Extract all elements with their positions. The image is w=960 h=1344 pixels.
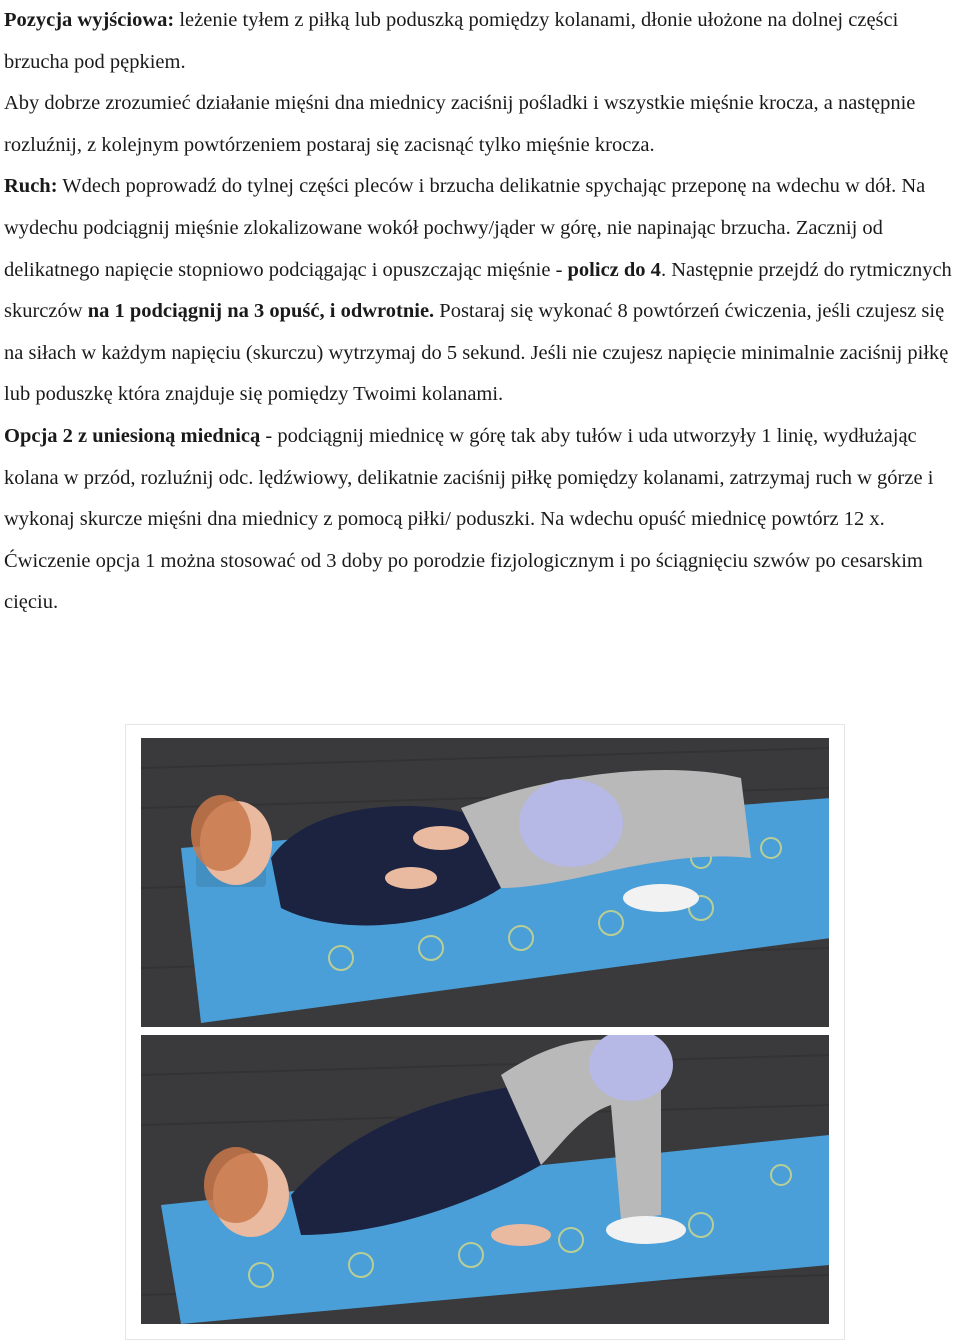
hand bbox=[413, 826, 469, 850]
emphasis-rhythm: na 1 podciągnij na 3 opuść, i odwrotnie. bbox=[87, 300, 435, 323]
paragraph-option-2 bbox=[4, 416, 954, 624]
text-movement-3: Postaraj się wykonać 8 powtórzeń ćwiczenia, jeśli czujesz się na siłach w każdym napięciu (skurczu) wytrzymaj do 5 sekund. Jeśli nie czujesz napięcie minimalnie zaciśnij piłkę lub poduszkę która znajduje się pomiędzy Twoimi kolanami. bbox=[4, 300, 949, 406]
text-movement-2: . Następnie przejdź do rytmicznych skurczów bbox=[4, 258, 952, 323]
ball bbox=[519, 779, 623, 867]
hand bbox=[491, 1224, 551, 1246]
text-option-2: - podciągnij miednicę w górę tak aby tułów i uda utworzyły 1 linię, wydłużając kolana w przód, rozluźnij odc. lędźwiowy, delikatnie zaciśnij piłkę pomiędzy kolanami, zatrzymaj ruch w górze i wykonaj skurcze mięśni dna miednicy z pomocą piłki/ poduszki. Na wdechu opuść miednicę powtórz 12 x. Ćwiczenie opcja 1 można stosować od 3 doby po porodzie fizjologicznym i po ściągnięciu szwów po cesarskim cięciu. bbox=[4, 424, 934, 614]
text-starting-position: leżenie tyłem z piłką lub poduszką pomiędzy kolanami, dłonie ułożone na dolnej części brzucha pod pępkiem. bbox=[4, 9, 899, 73]
label-movement: Ruch: bbox=[4, 175, 58, 198]
paragraph-starting-position bbox=[4, 0, 954, 83]
text-movement-1: Wdech poprowadź do tylnej części pleców i brzucha delikatnie spychając przeponę na wdechu w dół. Na wydechu podciągnij mięśnie zlokalizowane wokół pochwy/jąder w górę, nie napinając brzucha. Zacznij od delikatnego napięcie stopniowo podciągając i opuszczając mięśnie - bbox=[4, 175, 926, 281]
paragraph-understanding bbox=[4, 83, 954, 166]
exercise-photo-bridge bbox=[141, 1035, 829, 1324]
text-understanding: Aby dobrze zrozumieć działanie mięśni dna miednicy zaciśnij pośladki i wszystkie mięśnie krocza, a następnie rozluźnij, z kolejnym powtórzeniem postaraj się zacisnąć tylko mięśnie krocza. bbox=[4, 92, 916, 156]
exercise-photo-lying bbox=[141, 738, 829, 1027]
label-option-2: Opcja 2 z uniesioną miednicą bbox=[4, 424, 261, 447]
photo-frame bbox=[125, 724, 845, 1340]
label-starting-position: Pozycja wyjściowa: bbox=[4, 9, 175, 31]
sock bbox=[623, 884, 699, 912]
document-body bbox=[4, 0, 954, 624]
emphasis-count-to-4: policz do 4 bbox=[567, 258, 661, 281]
sock bbox=[606, 1216, 686, 1244]
paragraph-movement bbox=[4, 166, 954, 416]
